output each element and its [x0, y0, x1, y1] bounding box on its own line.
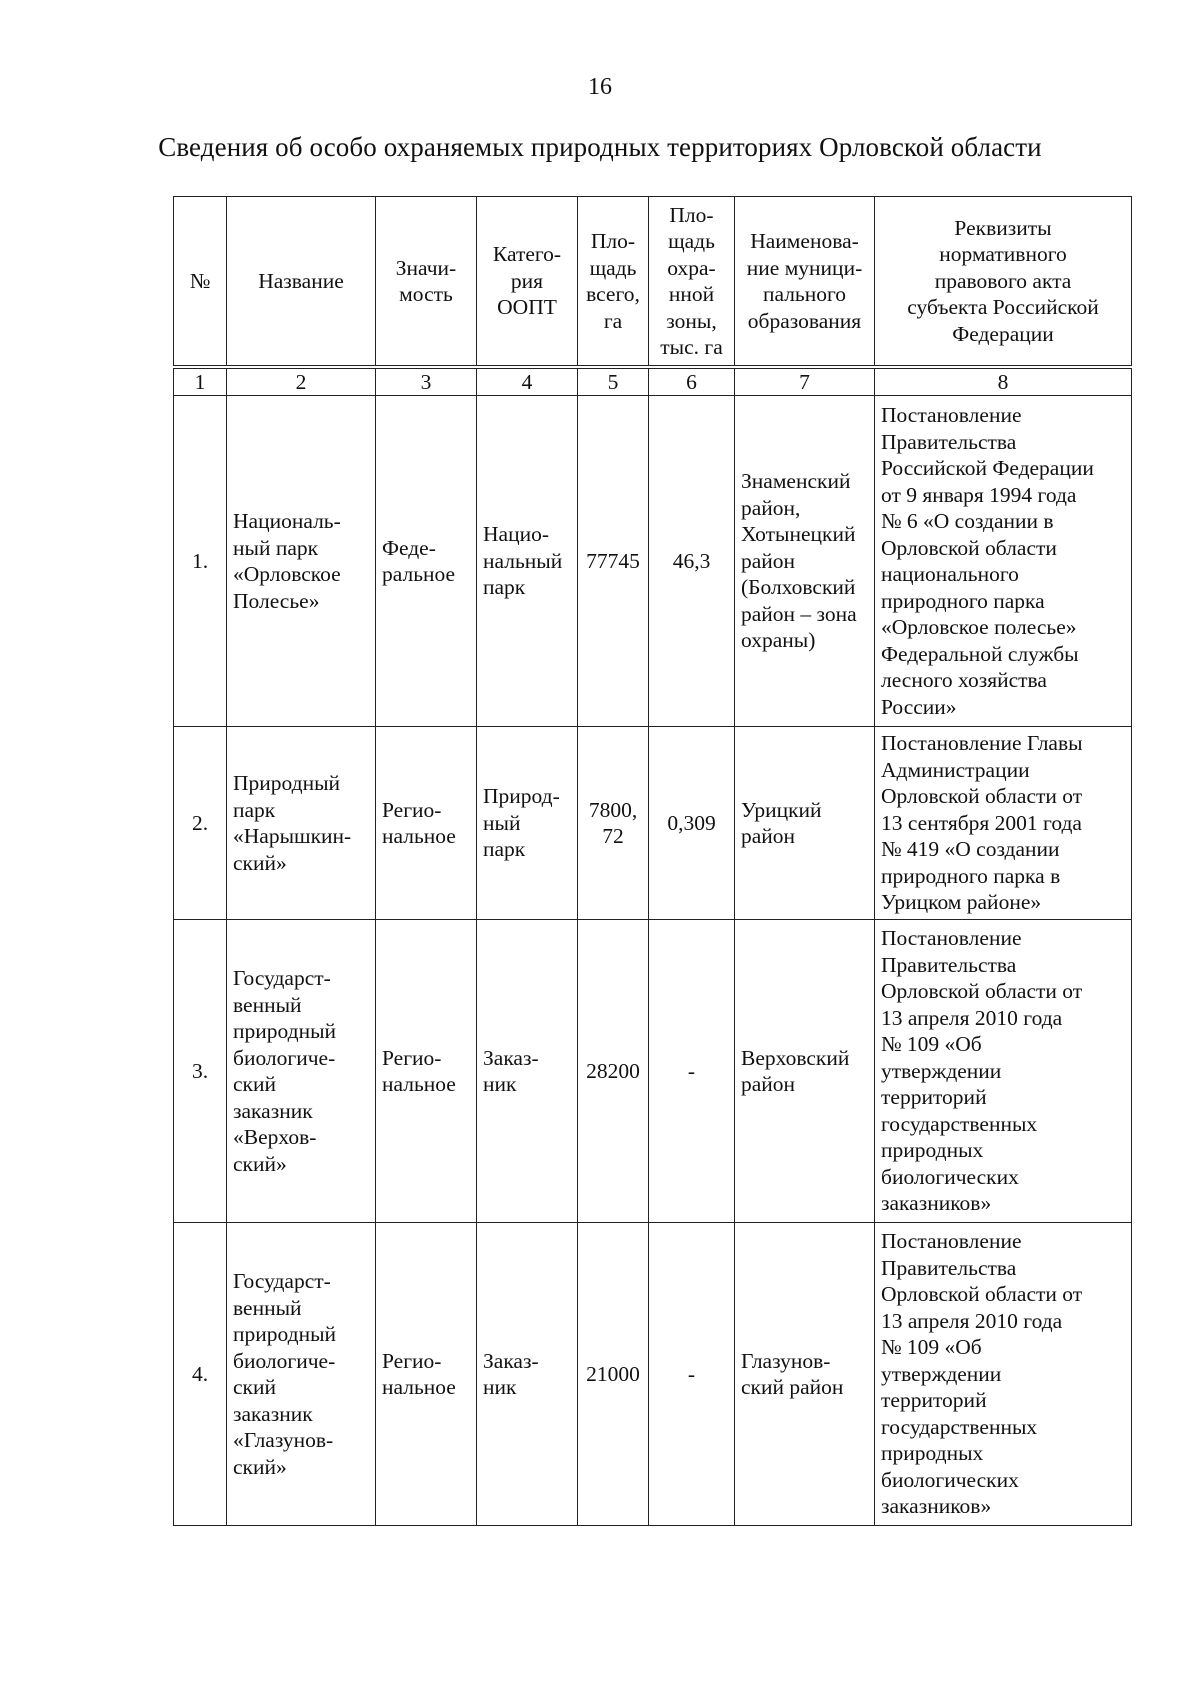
- area-name: Государст- венный природный биологиче- ский заказник «Глазунов- ский»: [227, 1223, 376, 1526]
- document-title: Сведения об особо охраняемых природных территориях Орловской области: [158, 132, 1042, 162]
- column-number: 1: [174, 367, 227, 396]
- legal-act: Постановление Главы Администрации Орловской области от 13 сентября 2001 года № 419 «О создании природного парка в Урицком районе»: [875, 727, 1132, 920]
- header-cell-area-total: Пло- щадь всего, га: [578, 197, 649, 368]
- column-number: 7: [735, 367, 875, 396]
- area-total: 28200: [578, 920, 649, 1223]
- table-header-row: [174, 197, 1132, 368]
- area-category: Природ- ный парк: [477, 727, 578, 920]
- municipality: Знаменский район, Хотынецкий район (Болховский район – зона охраны): [735, 396, 875, 727]
- legal-act: Постановление Правительства Орловской области от 13 апреля 2010 года № 109 «Об утверждении территорий государственных природных биологических заказников»: [875, 1223, 1132, 1526]
- protected-areas-table-container: [173, 196, 1131, 1526]
- table-row: [174, 1223, 1132, 1526]
- column-number: 4: [477, 367, 578, 396]
- row-number: 3.: [174, 920, 227, 1223]
- area-category: Заказ- ник: [477, 1223, 578, 1526]
- area-total: 7800, 72: [578, 727, 649, 920]
- legal-act: Постановление Правительства Российской Федерации от 9 января 1994 года № 6 «О создании в Орловской области национального природного парка «Орловское полесье» Федеральной службы лесного хозяйства России»: [875, 396, 1132, 727]
- header-cell-name: Название: [227, 197, 376, 368]
- municipality: Верховский район: [735, 920, 875, 1223]
- column-number: 8: [875, 367, 1132, 396]
- legal-act: Постановление Правительства Орловской области от 13 апреля 2010 года № 109 «Об утверждении территорий государственных природных биологических заказников»: [875, 920, 1132, 1223]
- area-category: Нацио- нальный парк: [477, 396, 578, 727]
- area-total: 77745: [578, 396, 649, 727]
- header-cell-area-zone: Пло- щадь охра- нной зоны, тыс. га: [649, 197, 735, 368]
- area-protection-zone: -: [649, 920, 735, 1223]
- page-number: 16: [588, 74, 612, 100]
- area-significance: Регио- нальное: [376, 920, 477, 1223]
- column-number: 3: [376, 367, 477, 396]
- area-name: Националь- ный парк «Орловское Полесье»: [227, 396, 376, 727]
- header-cell-significance: Значи- мость: [376, 197, 477, 368]
- area-name: Государст- венный природный биологиче- ский заказник «Верхов- ский»: [227, 920, 376, 1223]
- header-cell-legal-act: Реквизиты нормативного правового акта субъекта Российской Федерации: [875, 197, 1132, 368]
- header-cell-municipality: Наименова- ние муници- пального образования: [735, 197, 875, 368]
- row-number: 1.: [174, 396, 227, 727]
- header-cell-number: №: [174, 197, 227, 368]
- table-row: [174, 920, 1132, 1223]
- column-number: 6: [649, 367, 735, 396]
- protected-areas-table: [173, 196, 1132, 1526]
- area-protection-zone: 46,3: [649, 396, 735, 727]
- column-number-row: [174, 367, 1132, 396]
- area-category: Заказ- ник: [477, 920, 578, 1223]
- column-number: 2: [227, 367, 376, 396]
- area-protection-zone: -: [649, 1223, 735, 1526]
- municipality: Глазунов- ский район: [735, 1223, 875, 1526]
- area-total: 21000: [578, 1223, 649, 1526]
- area-name: Природный парк «Нарышкин- ский»: [227, 727, 376, 920]
- header-cell-category: Катего- рия ООПТ: [477, 197, 578, 368]
- area-significance: Феде- ральное: [376, 396, 477, 727]
- area-significance: Регио- нальное: [376, 727, 477, 920]
- area-significance: Регио- нальное: [376, 1223, 477, 1526]
- row-number: 2.: [174, 727, 227, 920]
- column-number: 5: [578, 367, 649, 396]
- row-number: 4.: [174, 1223, 227, 1526]
- municipality: Урицкий район: [735, 727, 875, 920]
- table-row: [174, 396, 1132, 727]
- table-row: [174, 727, 1132, 920]
- area-protection-zone: 0,309: [649, 727, 735, 920]
